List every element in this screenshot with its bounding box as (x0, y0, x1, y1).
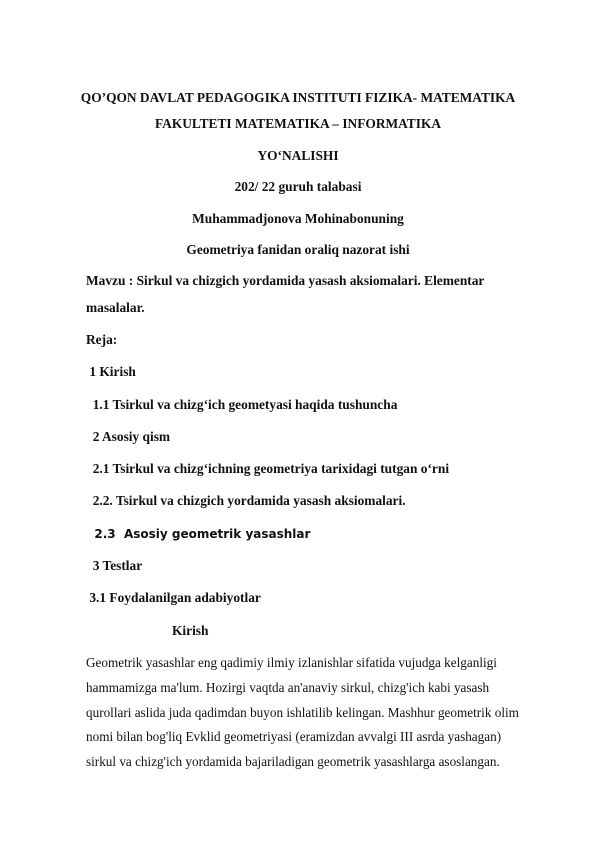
topic-line-1: Mavzu : Sirkul va chizgich yordamida yasash aksiomalari. Elementar (86, 273, 485, 288)
intro-paragraph-line: hammamizga ma'lum. Hozirgi vaqtda an'anaviy sirkul, chizg'ich kabi yasash (86, 680, 490, 695)
plan-item: 2.3 Asosiy geometrik yasashlar (86, 527, 311, 541)
student-name: Muhammadjonova Mohinabonuning (192, 211, 404, 226)
institution-title-line-3: YO‘NALISHI (257, 148, 339, 163)
plan-item: 2.1 Tsirkul va chizg‘ichning geometriya tarixidagi tutgan o‘rni (86, 461, 450, 476)
intro-paragraph-line: nomi bilan bog'liq Evklid geometriyasi (eramizdan avvalgi III asrda yashagan) (86, 729, 502, 744)
plan-item: 2.2. Tsirkul va chizgich yordamida yasash aksiomalari. (86, 493, 406, 508)
group-label: 202/ 22 guruh talabasi (234, 179, 362, 194)
intro-paragraph-line: sirkul va chizg'ich yordamida bajariladigan geometrik yasashlarga asoslangan. (86, 754, 500, 769)
plan-item: 1 Kirish (86, 364, 136, 379)
intro-heading: Kirish (172, 623, 209, 638)
assignment-title: Geometriya fanidan oraliq nazorat ishi (186, 242, 410, 257)
intro-paragraph-line: Geometrik yasashlar eng qadimiy ilmiy izlanishlar sifatida vujudga kelganligi (86, 655, 497, 670)
institution-title-line-2: FAKULTETI MATEMATIKA – INFORMATIKA (154, 116, 442, 131)
plan-item: 3 Testlar (86, 558, 143, 573)
plan-title: Reja: (86, 332, 118, 347)
intro-paragraph-line: qurollari aslida juda qadimdan buyon ishlatilib kelingan. Mashhur geometrik olim (86, 705, 519, 720)
plan-item: 2 Asosiy qism (86, 429, 171, 444)
plan-item: 3.1 Foydalanilgan adabiyotlar (86, 590, 261, 605)
topic-line-2: masalalar. (86, 300, 145, 315)
plan-item: 1.1 Tsirkul va chizg‘ich geometyasi haqida tushuncha (86, 397, 398, 412)
institution-title-line-1: QO’QON DAVLAT PEDAGOGIKA INSTITUTI FIZIKA- MATEMATIKA (80, 90, 516, 105)
